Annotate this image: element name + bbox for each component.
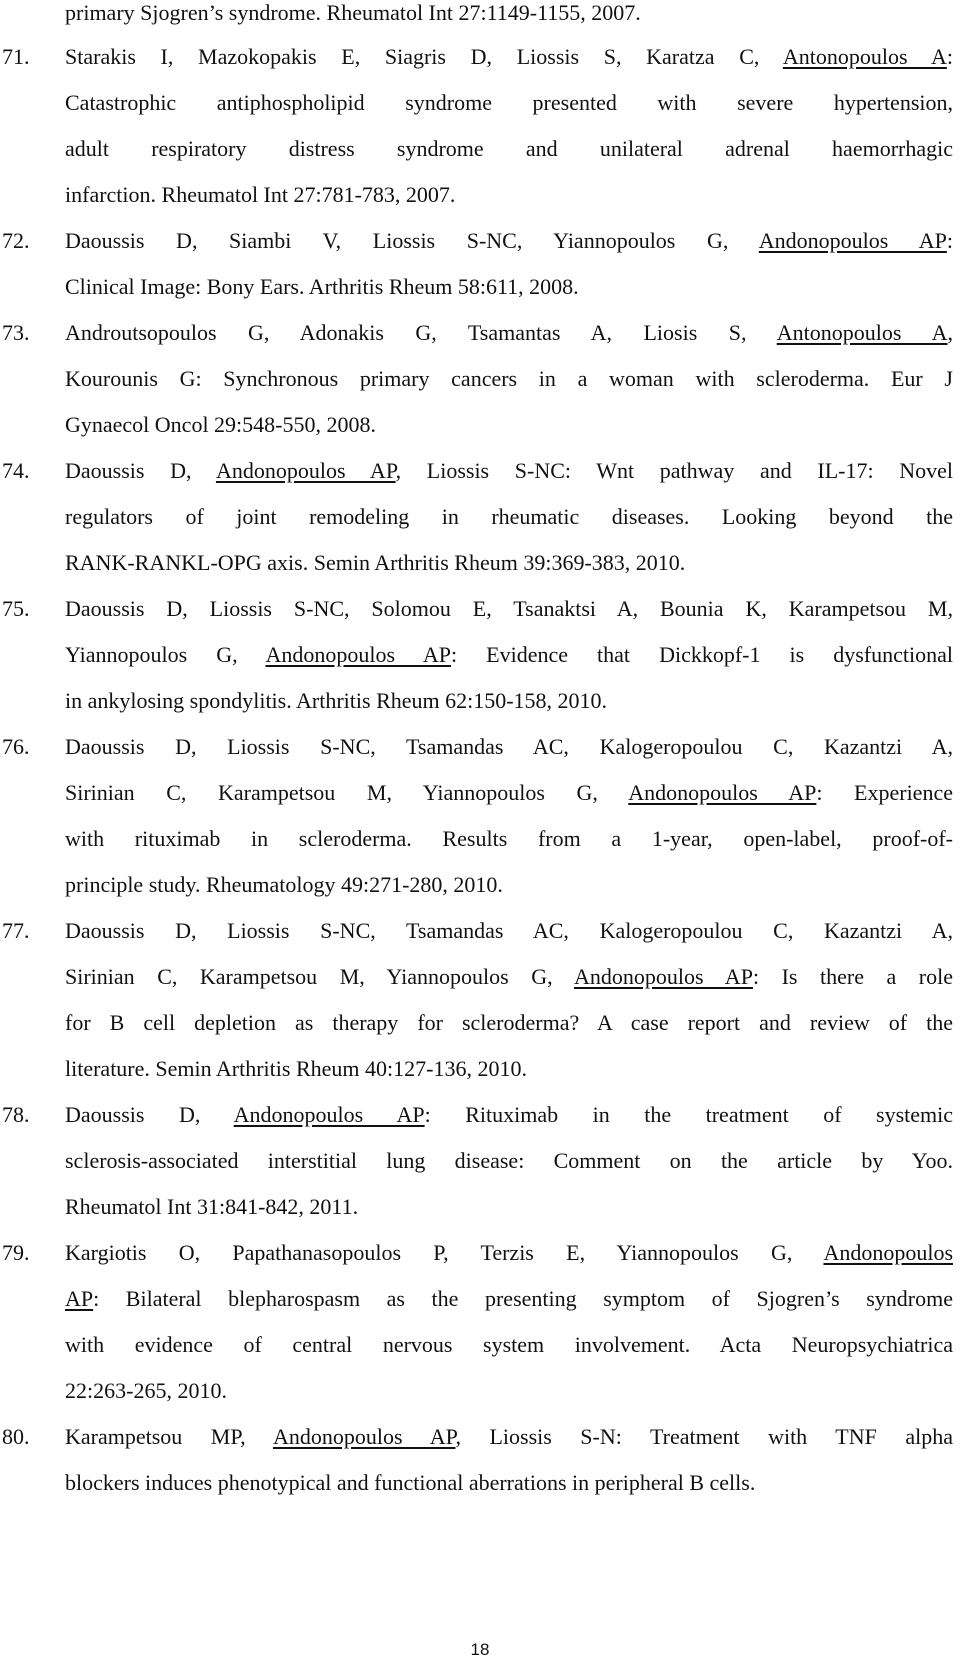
- reference-text: ,: [947, 320, 954, 345]
- reference-text: 22:263-265, 2010.: [65, 1378, 227, 1403]
- reference-text: : Is there a role: [752, 964, 953, 989]
- reference-line: [65, 182, 953, 208]
- reference-text: :: [946, 44, 953, 69]
- reference-text: adult respiratory distress syndrome and unilateral adrenal haemorrhagic: [65, 136, 953, 161]
- reference-line: [65, 780, 953, 806]
- reference-line: [65, 1102, 953, 1128]
- page-number: 18: [470, 1640, 490, 1659]
- reference-line: [65, 0, 953, 26]
- author-highlight: AP: [65, 1286, 94, 1311]
- reference-text: Daoussis D, Liossis S-NC, Tsamandas AC, Kalogeropoulou C, Kazantzi A,: [65, 734, 953, 759]
- reference-line: [65, 596, 953, 622]
- reference-line: [65, 550, 953, 576]
- reference-line: [65, 274, 953, 300]
- reference-text: , Liossis S-N: Treatment with TNF alpha: [455, 1424, 953, 1449]
- reference-text: : Evidence that Dickkopf-1 is dysfunctional: [451, 642, 953, 667]
- reference-text: Daoussis D,: [65, 458, 216, 483]
- reference-text: : Experience: [816, 780, 953, 805]
- reference-line: [65, 1424, 953, 1450]
- reference-text: Karampetsou MP,: [65, 1424, 273, 1449]
- reference-number: 80.: [2, 1424, 30, 1449]
- reference-number: 79.: [2, 1240, 30, 1265]
- reference-text: with evidence of central nervous system involvement. Acta Neuropsychiatrica: [65, 1332, 953, 1357]
- reference-line: [65, 366, 953, 392]
- reference-text: , Liossis S-NC: Wnt pathway and IL-17: Novel: [395, 458, 953, 483]
- reference-text: Daoussis D, Siambi V, Liossis S-NC, Yiannopoulos G,: [65, 228, 759, 253]
- reference-line: [65, 136, 953, 162]
- reference-text: for B cell depletion as therapy for scleroderma? A case report and review of the: [65, 1010, 953, 1035]
- reference-line: [65, 458, 953, 484]
- reference-text: Gynaecol Oncol 29:548-550, 2008.: [65, 412, 376, 437]
- reference-text: RANK-RANKL-OPG axis. Semin Arthritis Rheum 39:369-383, 2010.: [65, 550, 686, 575]
- reference-number: 73.: [2, 320, 30, 345]
- reference-number: 74.: [2, 458, 30, 483]
- reference-line: [65, 44, 953, 70]
- reference-text: Clinical Image: Bony Ears. Arthritis Rheum 58:611, 2008.: [65, 274, 579, 299]
- reference-text: sclerosis-associated interstitial lung disease: Comment on the article by Yoo.: [65, 1148, 953, 1173]
- reference-text: Daoussis D,: [65, 1102, 234, 1127]
- reference-number: 76.: [2, 734, 30, 759]
- reference-text: : Bilateral blepharospasm as the presenting symptom of Sjogren’s syndrome: [93, 1286, 953, 1311]
- reference-text: literature. Semin Arthritis Rheum 40:127-136, 2010.: [65, 1056, 527, 1081]
- reference-number: 75.: [2, 596, 30, 621]
- reference-line: [65, 734, 953, 760]
- reference-text: : Rituximab in the treatment of systemic: [424, 1102, 954, 1127]
- reference-text: Kargiotis O, Papathanasopoulos P, Terzis E, Yiannopoulos G,: [65, 1240, 824, 1265]
- reference-number: 71.: [2, 44, 30, 69]
- reference-line: [65, 964, 953, 990]
- reference-line: [65, 1470, 953, 1496]
- reference-text: Yiannopoulos G,: [65, 642, 266, 667]
- reference-text: Daoussis D, Liossis S-NC, Tsamandas AC, Kalogeropoulou C, Kazantzi A,: [65, 918, 953, 943]
- author-highlight: Andonopoulos: [823, 1240, 953, 1265]
- reference-text: Sirinian C, Karampetsou M, Yiannopoulos G,: [65, 780, 629, 805]
- author-highlight: Andonopoulos AP: [628, 780, 817, 805]
- author-highlight: Andonopoulos AP: [758, 228, 947, 253]
- reference-number: 78.: [2, 1102, 30, 1127]
- reference-line: [65, 1286, 953, 1312]
- reference-line: [65, 642, 953, 668]
- author-highlight: Antonopoulos A: [776, 320, 948, 345]
- reference-line: [65, 1240, 953, 1266]
- reference-line: [65, 918, 953, 944]
- reference-text: Rheumatol Int 31:841-842, 2011.: [65, 1194, 359, 1219]
- reference-line: [65, 228, 953, 254]
- reference-text: Kourounis G: Synchronous primary cancers in a woman with scleroderma. Eur J: [65, 366, 953, 391]
- reference-text: Starakis I, Mazokopakis E, Siagris D, Liossis S, Karatza C,: [65, 44, 783, 69]
- reference-line: [65, 90, 953, 116]
- reference-text: Catastrophic antiphospholipid syndrome presented with severe hypertension,: [65, 90, 953, 115]
- reference-text: Sirinian C, Karampetsou M, Yiannopoulos G,: [65, 964, 574, 989]
- reference-line: [65, 1010, 953, 1036]
- reference-line: [65, 1148, 953, 1174]
- reference-number: 72.: [2, 228, 30, 253]
- reference-number: 77.: [2, 918, 30, 943]
- reference-text: Androutsopoulos G, Adonakis G, Tsamantas A, Liosis S,: [65, 320, 777, 345]
- author-highlight: Andonopoulos AP: [265, 642, 451, 667]
- reference-text: regulators of joint remodeling in rheumatic diseases. Looking beyond the: [65, 504, 953, 529]
- reference-line: [65, 320, 953, 346]
- reference-text: with rituximab in scleroderma. Results from a 1-year, open-label, proof-of-: [65, 826, 953, 851]
- author-highlight: Andonopoulos AP: [233, 1102, 425, 1127]
- reference-text: blockers induces phenotypical and functional aberrations in peripheral B cells.: [65, 1470, 756, 1495]
- author-highlight: Andonopoulos AP: [215, 458, 396, 483]
- reference-text: in ankylosing spondylitis. Arthritis Rheum 62:150-158, 2010.: [65, 688, 608, 713]
- reference-line: [65, 1378, 953, 1404]
- reference-text: infarction. Rheumatol Int 27:781-783, 2007.: [65, 182, 456, 207]
- reference-line: [65, 872, 953, 898]
- reference-line: [65, 504, 953, 530]
- reference-line: [65, 1332, 953, 1358]
- reference-text: principle study. Rheumatology 49:271-280, 2010.: [65, 872, 503, 897]
- reference-line: [65, 688, 953, 714]
- reference-text: Daoussis D, Liossis S-NC, Solomou E, Tsanaktsi A, Bounia K, Karampetsou M,: [65, 596, 953, 621]
- reference-line: [65, 1056, 953, 1082]
- author-highlight: Antonopoulos A: [782, 44, 947, 69]
- reference-text: :: [946, 228, 953, 253]
- reference-line: [65, 412, 953, 438]
- reference-line: [65, 826, 953, 852]
- reference-line: [65, 1194, 953, 1220]
- reference-text: primary Sjogren’s syndrome. Rheumatol Int 27:1149-1155, 2007.: [65, 0, 641, 25]
- author-highlight: Andonopoulos AP: [272, 1424, 456, 1449]
- author-highlight: Andonopoulos AP: [573, 964, 753, 989]
